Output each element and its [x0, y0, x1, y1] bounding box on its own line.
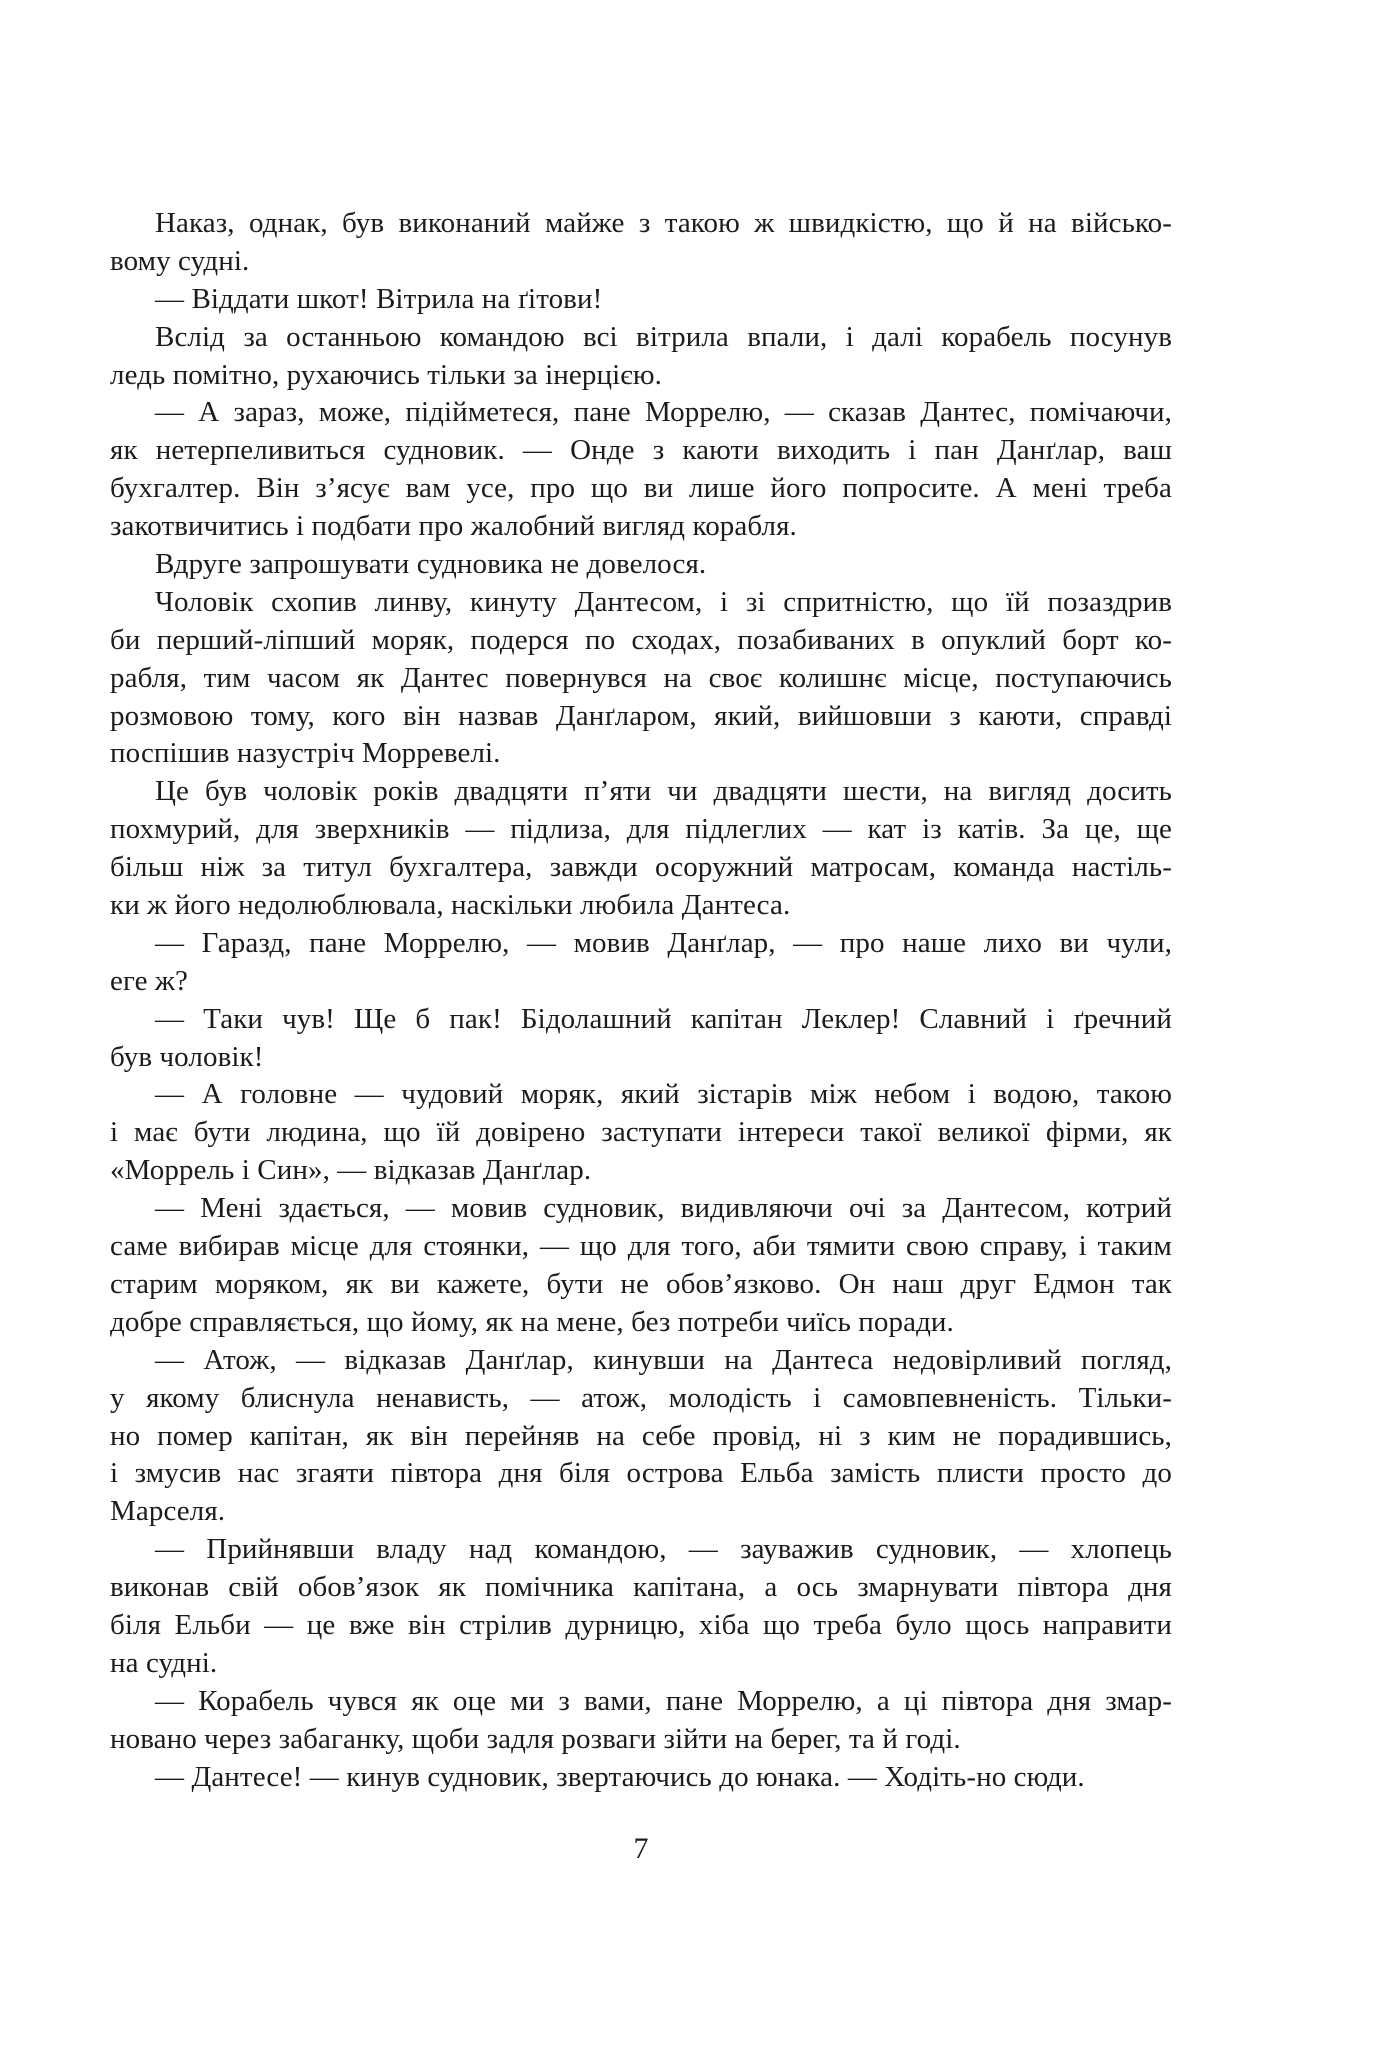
text-line: Чоловік схопив линву, кинуту Дантесом, і зі спритністю, що їй позаздрив [155, 585, 1172, 618]
text-line: біля Ельби — це вже він стрілив дурницю, хіба що треба було щось направити [110, 1608, 1172, 1641]
text-line: Вслід за останньою командою всі вітрила впали, і далі корабель посунув [155, 320, 1172, 353]
text-line: виконав свій обов’язок як помічника капітана, а ось змарнувати півтора дня [110, 1571, 1172, 1604]
text-line: саме вибирав місце для стоянки, — що для того, аби тямити свою справу, і таким [110, 1230, 1172, 1263]
paragraph [110, 319, 1172, 395]
paragraph [110, 1683, 1172, 1759]
text-line: ледь помітно, рухаючись тільки за інерцією. [110, 358, 662, 391]
text-line: — Атож, — відказав Данґлар, кинувши на Дантеса недовірливий погляд, [155, 1343, 1172, 1376]
paragraph [110, 281, 1172, 319]
text-line: — А зараз, може, підійметеся, пане Моррелю, — сказав Дантес, помічаючи, [155, 396, 1172, 429]
text-line: Це був чоловік років двадцяти п’яти чи двадцяти шести, на вигляд досить [155, 775, 1172, 808]
paragraph [110, 1190, 1172, 1342]
text-line: закотвичитись і подбати про жалобний вигляд корабля. [110, 510, 797, 543]
text-line: добре справляється, що йому, як на мене, без потреби чиїсь поради. [110, 1305, 954, 1338]
paragraph [110, 773, 1172, 925]
text-line: еге ж? [110, 964, 189, 997]
text-line: бухгалтер. Він з’ясує вам усе, про що ви лише його попросите. А мені треба [110, 472, 1172, 505]
text-line: новано через забаганку, щоби задля розваги зійти на берег, та й годі. [110, 1722, 961, 1755]
text-line: — А головне — чудовий моряк, який зістарів між небом і водою, такою [155, 1078, 1172, 1111]
text-line: — Віддати шкот! Вітрила на ґітови! [155, 282, 603, 315]
text-line: — Гаразд, пане Моррелю, — мовив Данґлар, — про наше лихо ви чули, [155, 926, 1172, 959]
paragraph [110, 546, 1172, 584]
paragraph [110, 1531, 1172, 1683]
page-number: 7 [633, 1832, 649, 1865]
text-line: «Моррель і Син», — відказав Данґлар. [110, 1154, 592, 1187]
text-line: ки ж його недолюблювала, наскільки любила Дантеса. [110, 889, 791, 922]
text-line: но помер капітан, як він перейняв на себе провід, ні з ким не порадившись, [110, 1419, 1172, 1452]
paragraph [110, 394, 1172, 546]
text-line: як нетерпеливиться судновик. — Онде з каюти виходить і пан Данґлар, ваш [110, 434, 1172, 467]
text-line: — Мені здається, — мовив судновик, видивляючи очі за Дантесом, котрий [155, 1192, 1172, 1225]
text-line: — Таки чув! Ще б пак! Бідолашний капітан Леклер! Славний і ґречний [155, 1002, 1172, 1035]
text-line: рабля, тим часом як Дантес повернувся на своє колишнє місце, поступаючись [110, 661, 1172, 694]
paragraph [110, 205, 1172, 281]
text-line: поспішив назустріч Морревелі. [110, 737, 501, 770]
text-line: Наказ, однак, був виконаний майже з такою ж швидкістю, що й на військо- [155, 207, 1172, 239]
text-line: би перший-ліпший моряк, подерся по сходах, позабиваних в опуклий борт ко- [110, 623, 1172, 656]
text-line: на судні. [110, 1646, 218, 1679]
text-line: — Прийнявши владу над командою, — зауважив судновик, — хлопець [155, 1533, 1172, 1566]
paragraph [110, 584, 1172, 773]
text-line: — Корабель чувся як оце ми з вами, пане Моррелю, а ці півтора дня змар- [155, 1684, 1172, 1717]
text-line: Марселя. [110, 1495, 226, 1528]
text-line: більш ніж за титул бухгалтера, завжди осоружний матросам, команда настіль- [110, 851, 1172, 884]
paragraph [110, 925, 1172, 1001]
paragraph [110, 1759, 1172, 1797]
text-line: похмурий, для зверхників — підлиза, для підлеглих — кат із катів. За це, ще [110, 813, 1172, 846]
paragraph [110, 1076, 1172, 1190]
text-line: і змусив нас згаяти півтора дня біля острова Ельба замість плисти просто до [110, 1457, 1172, 1490]
paragraph [110, 1342, 1172, 1531]
body-text [110, 205, 1172, 1796]
paragraph [110, 1001, 1172, 1077]
text-line: у якому блиснула ненависть, — атож, молодість і самовпевненість. Тільки- [110, 1381, 1172, 1414]
text-line: і має бути людина, що їй довірено заступати інтереси такої великої фірми, як [110, 1116, 1172, 1149]
text-line: Вдруге запрошувати судновика не довелося. [155, 548, 707, 581]
text-line: розмовою тому, кого він назвав Данґларом, який, вийшовши з каюти, справді [110, 699, 1172, 732]
text-line: був чоловік! [110, 1040, 264, 1073]
text-line: — Дантесе! — кинув судновик, звертаючись до юнака. — Ходіть-но сюди. [155, 1760, 1085, 1793]
text-line: старим моряком, як ви кажете, бути не обов’язково. Он наш друг Едмон так [110, 1267, 1172, 1300]
text-line: вому судні. [110, 244, 250, 277]
